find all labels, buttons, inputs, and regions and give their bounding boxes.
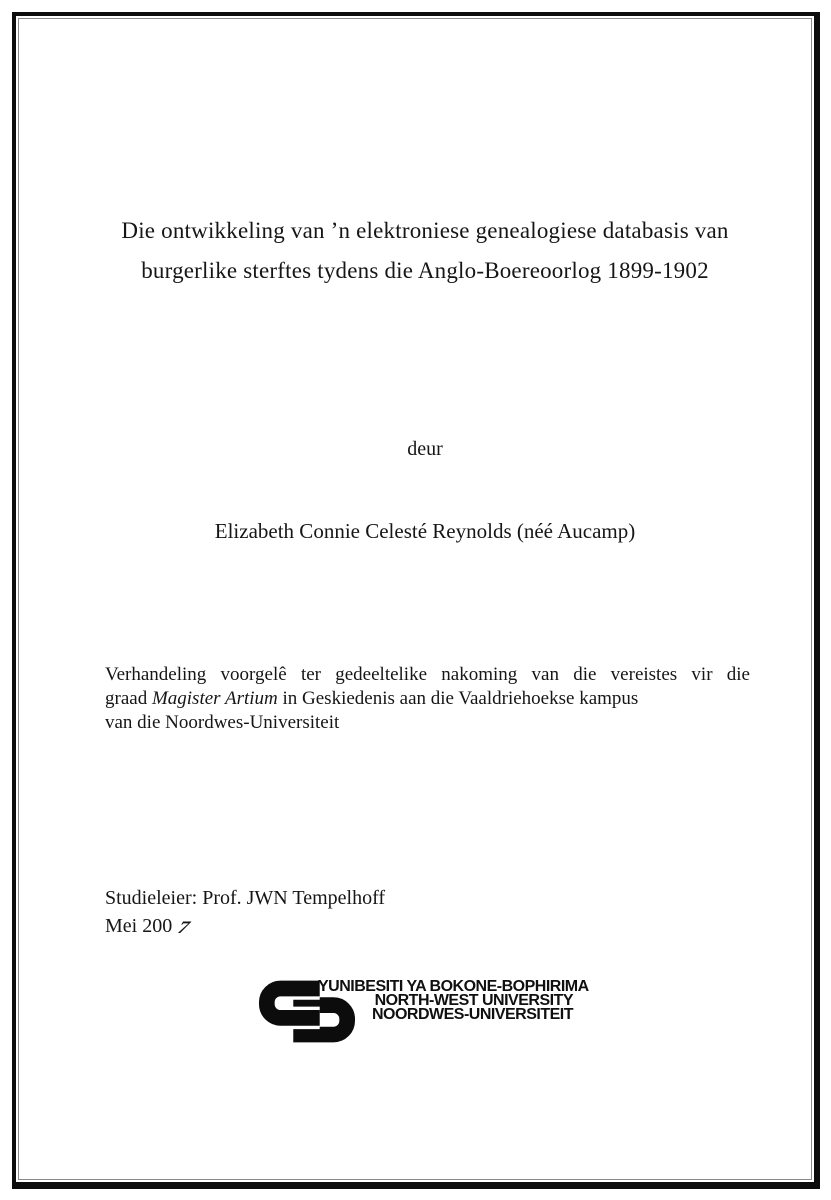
university-name-block: [318, 978, 589, 1023]
university-name-english: NORTH-WEST UNIVERSITY: [374, 992, 573, 1009]
byline-label: deur: [407, 438, 443, 460]
date-last-digit: 7: [173, 918, 194, 938]
date-line: [105, 912, 385, 940]
submission-line-1: Verhandeling voorgelê ter gedeeltelike nakoming van die vereistes vir die: [105, 664, 750, 685]
university-name-setswana: YUNIBESITI YA BOKONE-BOPHIRIMA: [318, 978, 589, 995]
submission-statement: [105, 663, 750, 735]
university-name-afrikaans: NOORDWES-UNIVERSITEIT: [371, 1006, 573, 1023]
submission-line-2-suffix: in Geskiedenis aan die Vaaldriehoekse kampus: [277, 688, 639, 709]
author-name: Elizabeth Connie Celesté Reynolds (néé Aucamp): [214, 519, 636, 543]
supervisor-date-block: [105, 884, 385, 940]
submission-line-2-prefix: graad: [105, 688, 152, 709]
thesis-title-line-2: burgerlike sterftes tydens die Anglo-Boereoorlog 1899-1902: [141, 258, 709, 283]
thesis-title-line-1: Die ontwikkeling van ’n elektroniese genealogiese databasis van: [121, 218, 729, 243]
north-west-university-logo: [258, 977, 589, 1052]
thesis-title: [95, 211, 755, 291]
degree-name-italic: Magister Artium: [151, 688, 278, 709]
date-prefix: Mei 200: [105, 915, 173, 937]
submission-line-3: van die Noordwes-Universiteit: [105, 712, 340, 733]
supervisor-line: Studieleier: Prof. JWN Tempelhoff: [105, 887, 386, 909]
submission-line-2: [105, 687, 750, 711]
